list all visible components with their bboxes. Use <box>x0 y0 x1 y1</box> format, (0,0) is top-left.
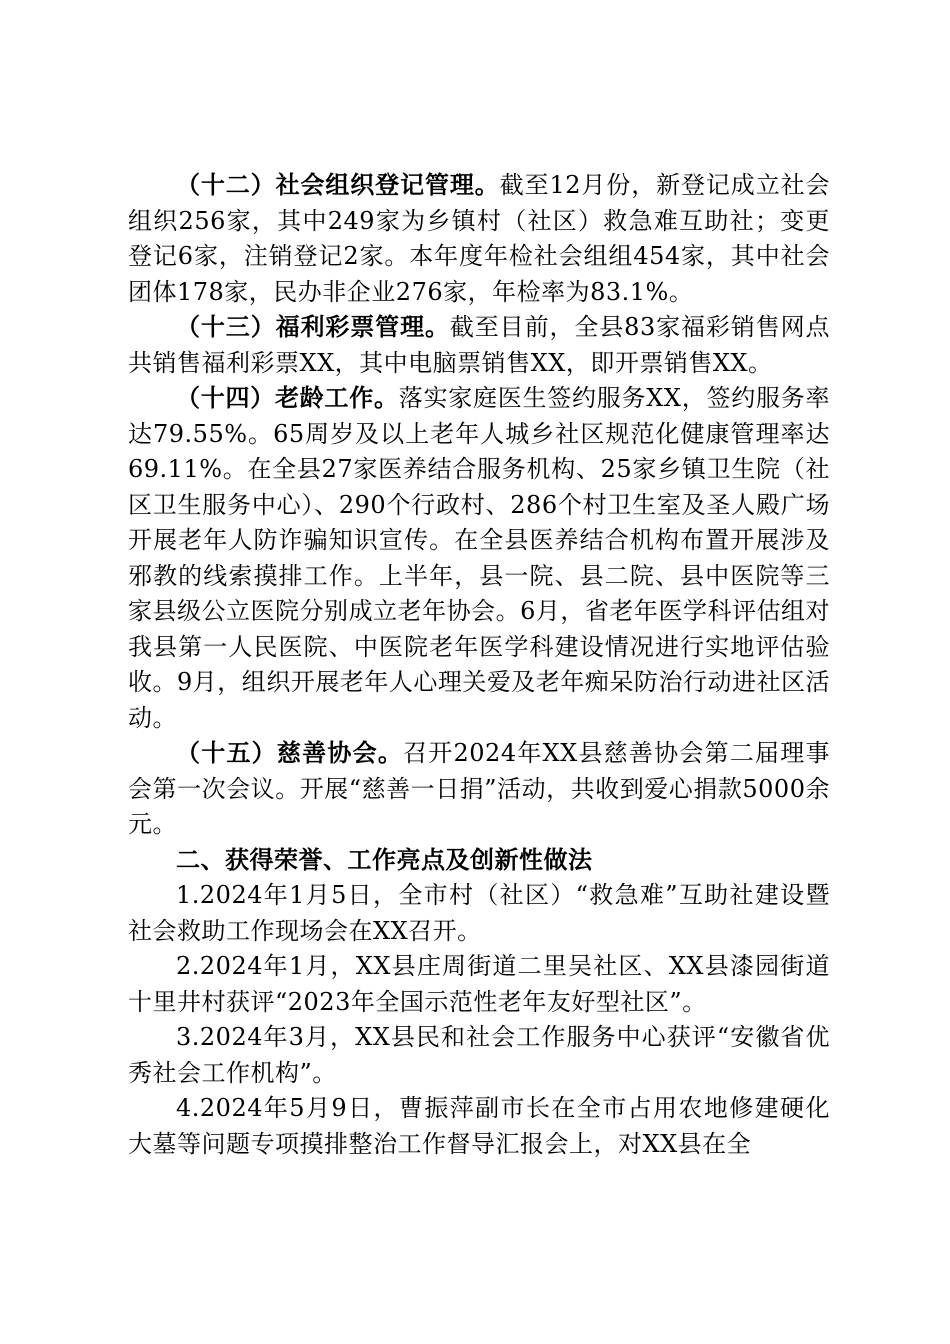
paragraph-charity-association <box>128 736 830 843</box>
list-item: 2.2024年1月，XX县庄周街道二里吴社区、XX县漆园街道十里井村获评“2023年全国示范性老年友好型社区”。 <box>128 952 830 1016</box>
document-page <box>128 168 830 1162</box>
paragraph-elderly-work <box>128 381 830 736</box>
paragraph-text: 截至12月份，新登记成立社会组织256家，其中249家为乡镇村（社区）救急难互助社；变更登记6家，注销登记2家。本年度年检社会组组454家，其中社会团体178家，民办非企业276家，年检率为83.1%。 <box>128 171 831 306</box>
list-item: 4.2024年5月9日，曹振萍副市长在全市占用农地修建硬化大墓等问题专项摸排整治工作督导汇报会上，对XX县在全 <box>128 1094 830 1158</box>
paragraph-text: 召开2024年XX县慈善协会第二届理事会第一次会议。开展“慈善一日捐”活动，共收到爱心捐款5000余元。 <box>128 739 831 838</box>
section-heading: 二、获得荣誉、工作亮点及创新性做法 <box>176 845 593 874</box>
paragraph-social-organization <box>128 168 830 310</box>
paragraph-welfare-lottery <box>128 310 830 381</box>
paragraph-lead: （十二）社会组织登记管理。 <box>176 171 500 199</box>
paragraph-lead: （十四）老龄工作。 <box>176 384 399 412</box>
list-item: 1.2024年1月5日，全市村（社区）“救急难”互助社建设暨社会救助工作现场会在XX召开。 <box>128 881 830 945</box>
paragraph-text: 截至目前，全县83家福彩销售网点共销售福利彩票XX，其中电脑票销售XX，即开票销售XX。 <box>128 313 831 377</box>
paragraph-lead: （十五）慈善协会。 <box>176 739 404 767</box>
paragraph-text: 落实家庭医生签约服务XX，签约服务率达79.55%。65周岁及以上老年人城乡社区规范化健康管理率达69.11%。在全县27家医养结合服务机构、25家乡镇卫生院（社区卫生服务中心）、290个行政村、286个村卫生室及圣人殿广场开展老年人防诈骗知识宣传。在全县医养结合机构布置开展涉及邪教的线索摸排工作。上半年，县一院、县二院、县中医院等三家县级公立医院分别成立老年协会。6月，省老年医学科评估组对我县第一人民医院、中医院老年医学科建设情况进行实地评估验收。9月，组织开展老年人心理关爱及老年痴呆防治行动进社区活动。 <box>128 384 831 732</box>
list-item: 3.2024年3月，XX县民和社会工作服务中心获评“安徽省优秀社会工作机构”。 <box>128 1023 830 1087</box>
paragraph-lead: （十三）福利彩票管理。 <box>176 313 450 341</box>
